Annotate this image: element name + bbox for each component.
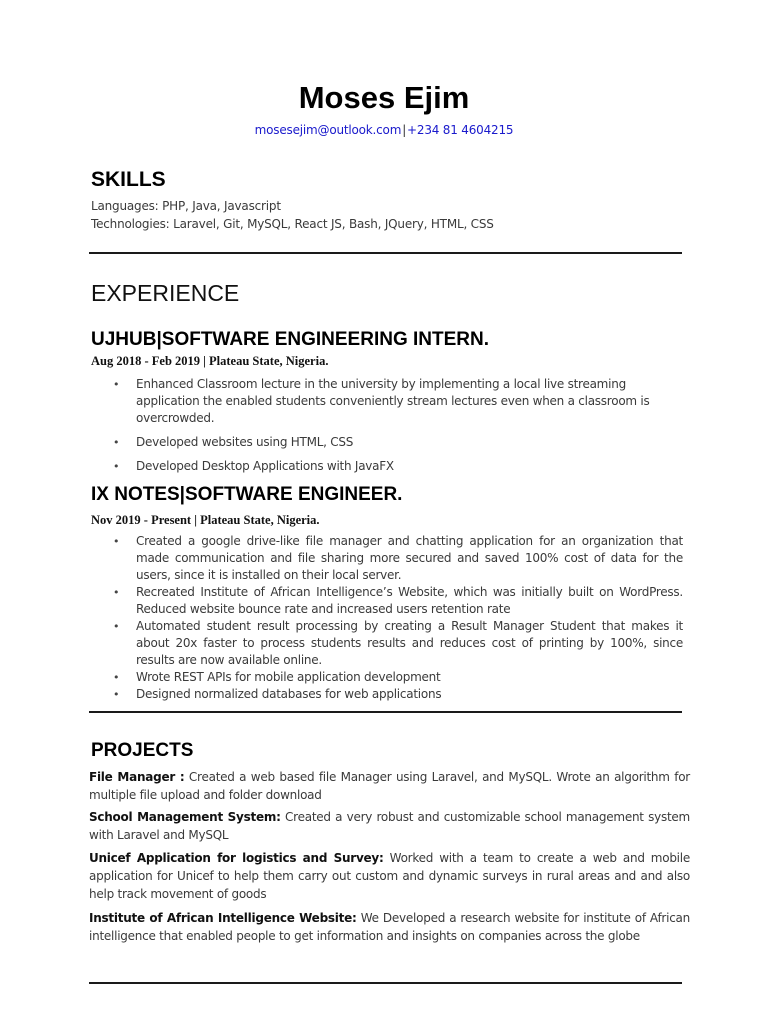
experience-heading: EXPERIENCE xyxy=(91,280,240,306)
project-name: File Manager : xyxy=(89,770,185,784)
skills-heading: SKILLS xyxy=(91,168,166,191)
projects-heading: PROJECTS xyxy=(91,740,194,761)
list-item: • Wrote REST APIs for mobile application development xyxy=(113,669,683,686)
skills-languages: Languages: PHP, Java, Javascript xyxy=(91,199,281,213)
project-item xyxy=(89,768,690,804)
list-item: • Designed normalized databases for web applications xyxy=(113,686,683,703)
job-meta: Nov 2019 - Present | Plateau State, Nigeria. xyxy=(91,513,320,527)
list-item: • Recreated Institute of African Intelligence’s Website, which was initially built on WordPress. Reduced website bounce rate and increased users retention rate xyxy=(113,584,683,618)
list-item: • Created a google drive-like file manager and chatting application for an organization that made communication and file sharing more secured and saved 100% cost of data for the users, since it is installed on their local server. xyxy=(113,533,683,584)
resume-name: Moses Ejim xyxy=(298,80,470,115)
project-description: We Developed a research website for institute of African intelligence that enabled people to get information and insights on companies across the globe xyxy=(89,911,691,943)
list-item: • Developed Desktop Applications with JavaFX xyxy=(113,458,683,475)
project-description: Created a very robust and customizable school management system with Laravel and MySQL xyxy=(89,810,690,842)
list-item: • Enhanced Classroom lecture in the university by implementing a local live streaming application the enabled students conveniently stream lectures even when a classroom is overcrowded. xyxy=(113,376,683,427)
contact-line xyxy=(0,123,768,137)
project-name: Institute of African Intelligence Website: xyxy=(89,911,357,925)
skills-technologies: Technologies: Laravel, Git, MySQL, React JS, Bash, JQuery, HTML, CSS xyxy=(91,217,494,231)
phone-number[interactable]: +234 81 4604215 xyxy=(407,123,514,137)
job-title: UJHUB|SOFTWARE ENGINEERING INTERN. xyxy=(91,329,490,350)
project-description: Worked with a team to create a web and mobile application for Unicef to help them carry out custom and dynamic surveys in rural areas and and also help track movement of goods xyxy=(89,851,690,901)
job-title: IX NOTES|SOFTWARE ENGINEER. xyxy=(91,484,403,505)
project-item xyxy=(89,909,690,945)
email-link[interactable]: mosesejim@outlook.com xyxy=(254,123,402,137)
section-divider xyxy=(89,982,682,984)
project-description: Created a web based file Manager using Laravel, and MySQL. Wrote an algorithm for multiple file upload and folder download xyxy=(89,770,690,802)
contact-separator: | xyxy=(402,123,407,137)
job-meta: Aug 2018 - Feb 2019 | Plateau State, Nigeria. xyxy=(91,354,329,368)
job-bullets xyxy=(113,533,683,703)
list-item: • Developed websites using HTML, CSS xyxy=(113,434,683,451)
job-bullets xyxy=(113,376,683,482)
project-item xyxy=(89,849,690,903)
project-item xyxy=(89,808,690,844)
project-name: School Management System: xyxy=(89,810,281,824)
list-item: • Automated student result processing by creating a Result Manager Student that makes it about 20x faster to process students results and reduces cost of printing by 100%, since results are now available online. xyxy=(113,618,683,669)
section-divider xyxy=(89,252,682,254)
section-divider xyxy=(89,711,682,713)
project-name: Unicef Application for logistics and Survey: xyxy=(89,851,384,865)
